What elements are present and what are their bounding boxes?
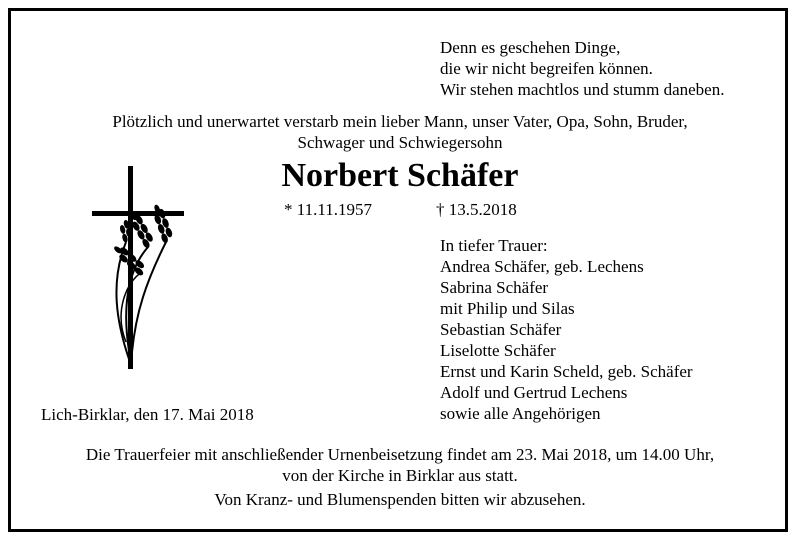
mourner-name: Sebastian Schäfer	[440, 320, 562, 339]
intro-text	[40, 111, 760, 153]
service-line: Die Trauerfeier mit anschließender Urnenbeisetzung findet am 23. Mai 2018, um 14.00 Uhr,	[85, 445, 715, 464]
mourner-name: Liselotte Schäfer	[440, 341, 556, 360]
deceased-name: Norbert Schäfer	[281, 157, 519, 194]
cross-with-wheat-icon	[86, 162, 196, 372]
mourner-name: Andrea Schäfer, geb. Lechens	[440, 257, 644, 276]
verse-line: Wir stehen machtlos und stumm daneben.	[440, 80, 725, 99]
mourner-name: sowie alle Angehörigen	[440, 404, 601, 423]
verse-line: Denn es geschehen Dinge,	[440, 38, 621, 57]
intro-line: Schwager und Schwiegersohn	[297, 133, 503, 152]
verse-line: die wir nicht begreifen können.	[440, 59, 653, 78]
mourner-name: Sabrina Schäfer	[440, 278, 549, 297]
service-line: von der Kirche in Birklar aus statt.	[282, 466, 518, 485]
service-info	[20, 444, 780, 486]
birth-date: * 11.11.1957	[284, 200, 372, 219]
mourner-name: mit Philip und Silas	[440, 299, 575, 318]
mourner-name: Ernst und Karin Scheld, geb. Schäfer	[440, 362, 693, 381]
mourners-list	[440, 235, 693, 424]
place-and-date: Lich-Birklar, den 17. Mai 2018	[41, 405, 254, 424]
flowers-note: Von Kranz- und Blumenspenden bitten wir abzusehen.	[214, 490, 586, 509]
mourners-heading: In tiefer Trauer:	[440, 236, 548, 255]
death-date: † 13.5.2018	[436, 200, 517, 219]
verse	[440, 37, 724, 100]
intro-line: Plötzlich und unerwartet verstarb mein lieber Mann, unser Vater, Opa, Sohn, Bruder,	[112, 112, 688, 131]
mourner-name: Adolf und Gertrud Lechens	[440, 383, 628, 402]
